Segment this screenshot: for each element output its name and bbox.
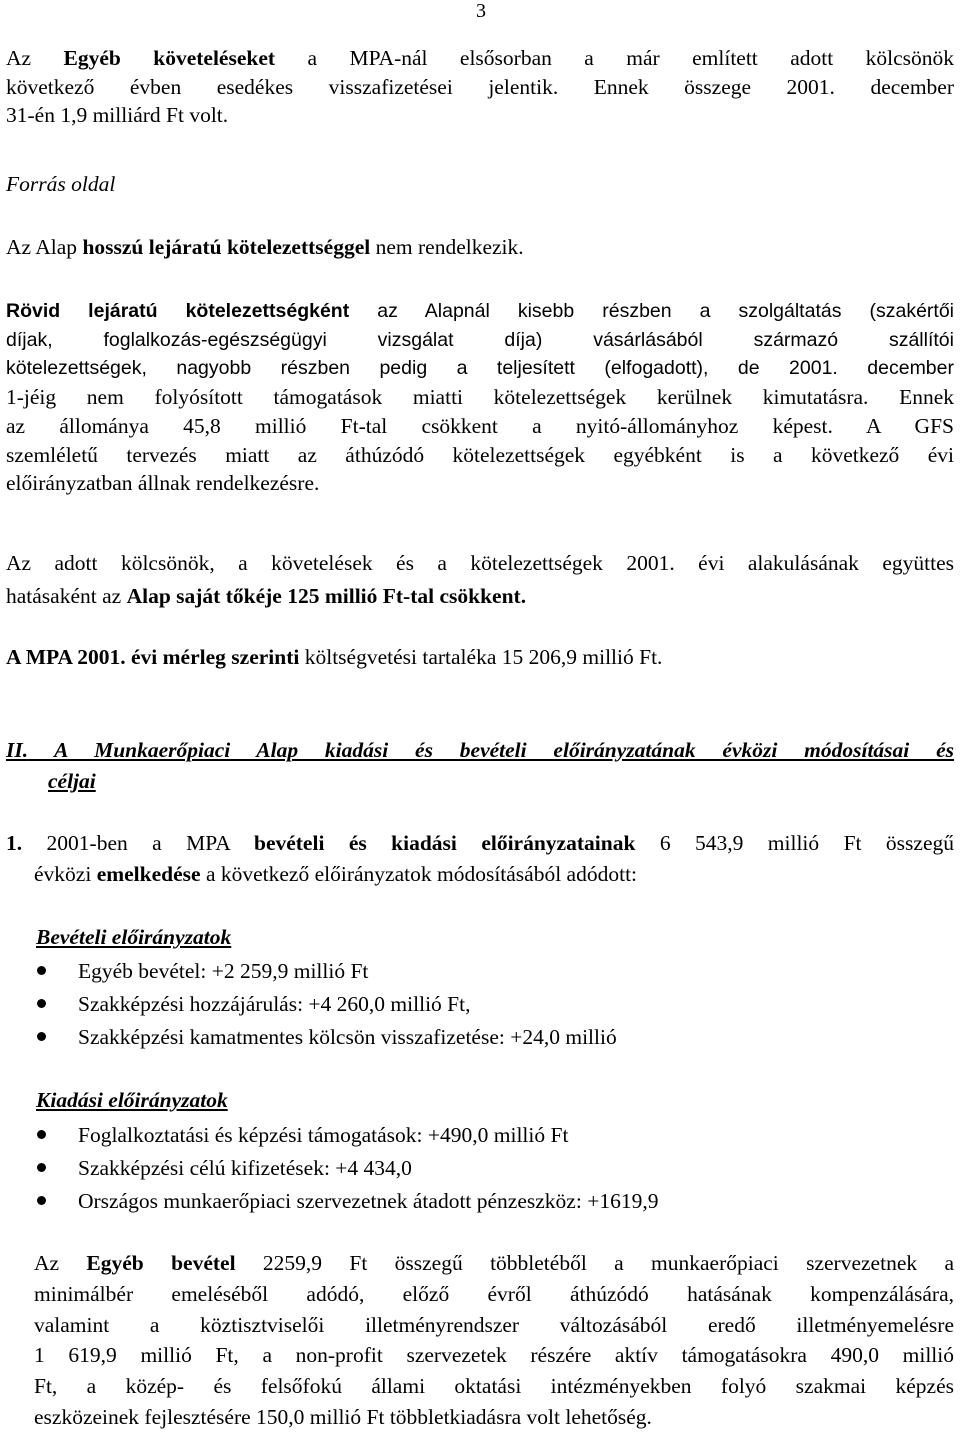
list-item-text: Szakképzési hozzájárulás: +4 260,0 millió Ft, xyxy=(78,992,471,1016)
heading-section-ii xyxy=(6,735,954,797)
text: a következő előirányzatok módosításából adódott: xyxy=(200,862,638,886)
text-line: 31-én 1,9 milliárd Ft volt. xyxy=(6,103,229,127)
heading-text: A Munkaerőpiaci Alap kiadási és bevételi előirányzatának évközi módosításai és xyxy=(28,738,954,762)
paragraph-sajat-toke xyxy=(6,547,954,613)
section-number: II. xyxy=(6,738,29,762)
text: Az Alap xyxy=(6,235,83,259)
list-kiadasi xyxy=(36,1121,658,1220)
bold-text: Egyéb követeléseket xyxy=(63,46,276,70)
text: Az xyxy=(6,46,64,70)
italic-heading: Forrás oldal xyxy=(6,172,116,196)
heading-text: céljai xyxy=(48,769,96,793)
text-line: díjak, foglalkozás-egészségügyi vizsgálat díja) vásárlásából származó szállítói xyxy=(6,328,954,351)
bullet-icon xyxy=(37,1163,46,1172)
list-item-text: Foglalkoztatási és képzési támogatások: +490,0 millió Ft xyxy=(78,1123,569,1147)
bullet-icon xyxy=(37,999,46,1008)
text-line: szemléletű tervezés miatt az áthúzódó kötelezettségek egyébként is a következő évi xyxy=(6,442,954,467)
list-item-text: Szakképzési kamatmentes kölcsön visszafizetése: +24,0 millió xyxy=(78,1025,617,1049)
text: hatásaként az xyxy=(6,584,127,608)
text-line: az állománya 45,8 millió Ft-tal csökkent a nyitó-állományhoz képest. A GFS xyxy=(6,413,954,438)
bold-text: Alap saját tőkéje 125 millió Ft-tal csökkent. xyxy=(126,584,527,608)
text: nem rendelkezik. xyxy=(370,235,524,259)
list-item xyxy=(36,990,617,1023)
list-item xyxy=(36,1023,617,1056)
text: az Alapnál kisebb részben a szolgáltatás (szakértői xyxy=(349,300,955,322)
bullet-icon xyxy=(37,1032,46,1041)
bold-text: emelkedése xyxy=(96,862,201,886)
paragraph-eloiranyzat-emelkedes xyxy=(6,828,954,890)
text: a MPA-nál elsősorban a már említett adott kölcsönök xyxy=(275,46,954,70)
subheading-beveteli: Bevételi előirányzatok xyxy=(36,925,232,949)
list-item xyxy=(36,1187,658,1220)
subheading-kiadasi: Kiadási előirányzatok xyxy=(36,1088,228,1112)
bold-text: Egyéb bevétel xyxy=(86,1251,236,1275)
list-item xyxy=(36,957,617,990)
bullet-icon xyxy=(37,966,46,975)
list-item-text: Szakképzési célú kifizetések: +4 434,0 xyxy=(78,1156,412,1180)
bold-text: hosszú lejáratú kötelezettséggel xyxy=(82,235,371,259)
bold-text: A MPA 2001. évi mérleg szerinti xyxy=(6,645,300,669)
text-line: következő évben esedékes visszafizetései jelentik. Ennek összege 2001. december xyxy=(6,74,954,99)
text-line: 1 619,9 millió Ft, a non-profit szervezetek részére aktív támogatásokra 490,0 millió xyxy=(34,1343,954,1368)
text: 2001-ben a MPA xyxy=(22,831,254,855)
paragraph-tartalek xyxy=(6,643,954,672)
text-line: 1-jéig nem folyósított támogatások miatti kötelezettségek kerülnek kimutatásra. Ennek xyxy=(6,385,954,410)
list-item xyxy=(36,1121,658,1154)
bold-text: bevételi és kiadási előirányzatainak xyxy=(253,831,636,855)
list-beveteli xyxy=(36,957,617,1056)
text-line: kötelezettségek, nagyobb részben pedig a teljesített (elfogadott), de 2001. december xyxy=(6,357,954,380)
text: 6 543,9 millió Ft összegű xyxy=(635,831,954,855)
text-line: Ft, a közép- és felsőfokú állami oktatási intézményekben folyó szakmai képzés xyxy=(34,1374,954,1399)
text: Az xyxy=(34,1251,87,1275)
item-number: 1. xyxy=(6,831,23,855)
text-line: előirányzatban állnak rendelkezésre. xyxy=(6,471,320,496)
paragraph-egyeb-bevetel xyxy=(34,1248,954,1433)
text-line: Az adott kölcsönök, a követelések és a kötelezettségek 2001. évi alakulásának együttes xyxy=(6,551,954,575)
text: költségvetési tartaléka 15 206,9 millió Ft. xyxy=(299,645,663,669)
bullet-icon xyxy=(37,1130,46,1139)
text: évközi xyxy=(34,862,97,886)
text-line: eszközeinek fejlesztésére 150,0 millió Ft többletkiadásra volt lehetőség. xyxy=(34,1404,652,1429)
text-line: valamint a köztisztviselői illetményrendszer változásából eredő illetményemelésre xyxy=(34,1312,954,1337)
paragraph-egyeb-kovetelesek xyxy=(6,44,954,130)
section-title-forras-oldal xyxy=(6,170,954,199)
list-item-text: Országos munkaerőpiaci szervezetnek átadott pénzeszköz: +1619,9 xyxy=(78,1189,659,1213)
page-number: 3 xyxy=(476,0,486,22)
text: 2259,9 Ft összegű többletéből a munkaerőpiaci szervezetnek a xyxy=(235,1251,954,1275)
text-line: minimálbér emeléséből adódó, előző évről áthúzódó hatásának kompenzálására, xyxy=(34,1281,954,1306)
list-item-text: Egyéb bevétel: +2 259,9 millió Ft xyxy=(78,959,369,983)
bullet-icon xyxy=(37,1196,46,1205)
bold-text: Rövid lejáratú kötelezettségként xyxy=(6,300,350,322)
list-item xyxy=(36,1154,658,1187)
paragraph-rovid-lejaratu xyxy=(6,297,954,498)
paragraph-hosszu-lejaratu xyxy=(6,233,954,262)
